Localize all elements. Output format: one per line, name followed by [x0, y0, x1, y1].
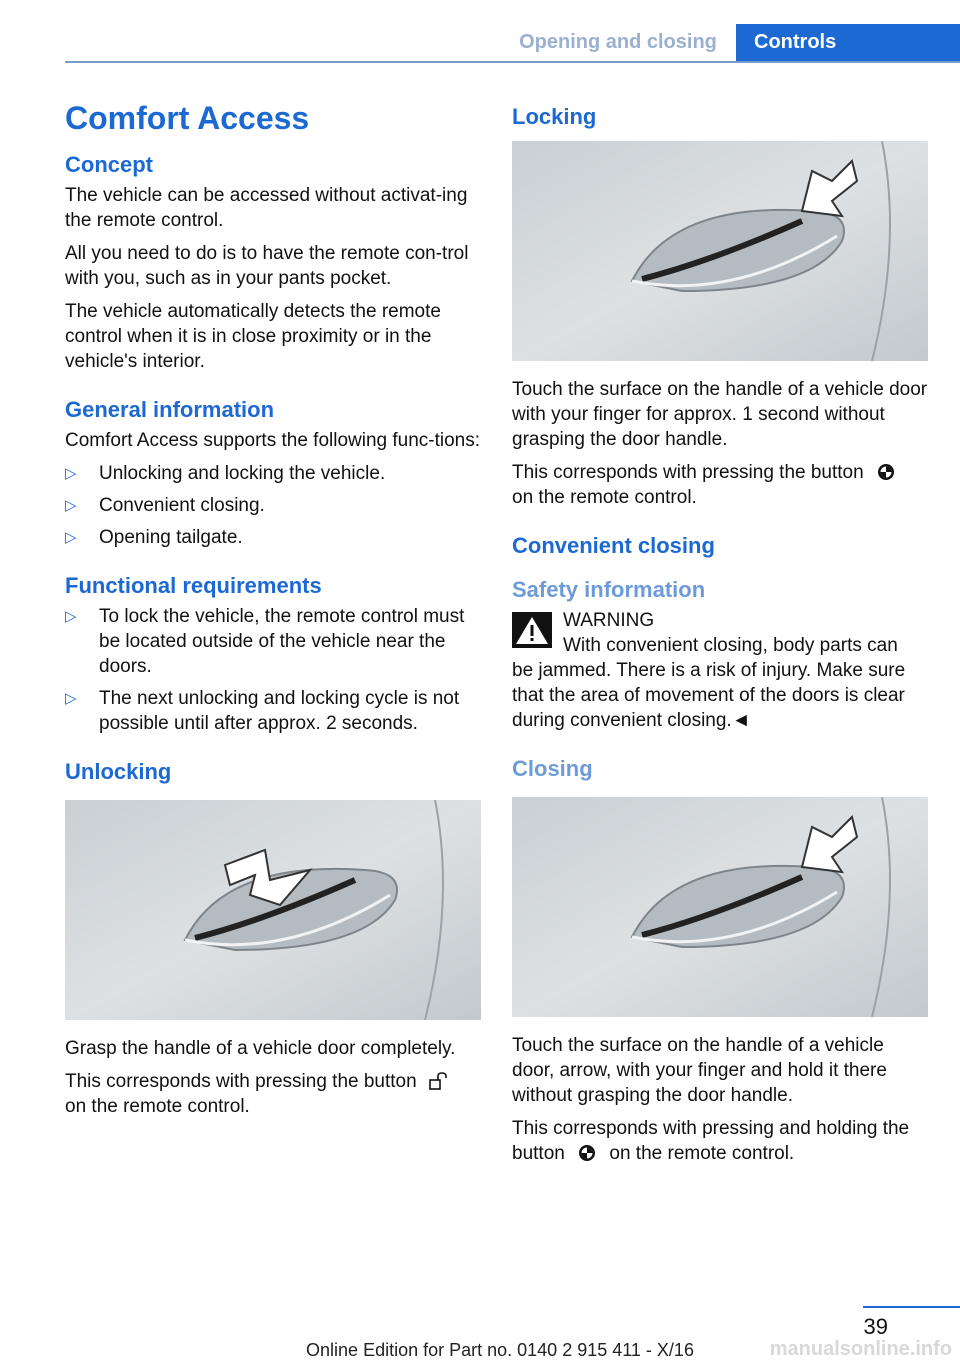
concept-paragraph-1: The vehicle can be accessed without activat‐ing the remote control. — [65, 185, 468, 231]
general-information-heading: General information — [65, 397, 275, 422]
closing-heading: Closing — [512, 756, 593, 781]
triangle-right-icon: ▷ — [65, 529, 77, 546]
watermark: manualsonline.info — [769, 1338, 952, 1360]
locking-heading: Locking — [512, 104, 597, 129]
warning-triangle-icon — [512, 612, 552, 648]
door-handle-unlocking-image — [65, 800, 481, 1020]
triangle-right-icon: ▷ — [65, 690, 77, 707]
header-section-controls: Controls — [736, 24, 960, 61]
list-item: ▷ Opening tailgate. — [65, 527, 243, 548]
warning-text-first: With convenient closing, body parts can — [563, 635, 898, 656]
page-number: 39 — [863, 1314, 888, 1339]
functional-requirements-heading: Functional requirements — [65, 573, 322, 598]
unlocking-heading: Unlocking — [65, 759, 172, 784]
bmw-logo-icon — [576, 1144, 598, 1162]
convenient-closing-heading: Convenient closing — [512, 533, 715, 558]
locking-paragraph-2: This corresponds with pressing the button on the remote control. — [512, 460, 928, 510]
page-title: Comfort Access — [65, 100, 310, 136]
unlock-icon — [428, 1072, 450, 1090]
general-functions-list — [65, 461, 481, 550]
bmw-logo-icon — [875, 463, 897, 481]
left-column — [65, 95, 481, 1127]
header-section-opening-closing: Opening and closing — [519, 31, 717, 53]
list-item: ▷ Convenient closing. — [65, 495, 265, 516]
functional-requirements-list — [65, 604, 481, 736]
list-item: ▷ To lock the vehicle, the remote control must be located outside of the vehicle near the doors. — [65, 606, 465, 677]
warning-block — [512, 608, 928, 733]
general-information-paragraph: Comfort Access supports the following func‐tions: — [65, 430, 481, 451]
list-item: ▷ Unlocking and locking the vehicle. — [65, 463, 386, 484]
concept-paragraph-3: The vehicle automatically detects the remote control when it is in close proximity or in the vehicle's interior. — [65, 301, 441, 372]
unlocking-paragraph-2: This corresponds with pressing the button on the remote control. — [65, 1069, 481, 1119]
triangle-right-icon: ▷ — [65, 497, 77, 514]
right-column — [512, 95, 928, 1174]
edition-footer: Online Edition for Part no. 0140 2 915 411 - X/16 — [306, 1340, 694, 1360]
safety-information-heading: Safety information — [512, 577, 706, 602]
warning-text-rest: be jammed. There is a risk of injury. Make sure that the area of movement of the doors is clear during convenient closing.◄ — [512, 660, 906, 731]
triangle-right-icon: ▷ — [65, 608, 77, 625]
locking-paragraph-1: Touch the surface on the handle of a vehicle door with your finger for approx. 1 second without grasping the door handle. — [512, 379, 928, 450]
door-handle-locking-image — [512, 141, 928, 361]
concept-heading: Concept — [65, 152, 153, 177]
warning-label: WARNING — [563, 610, 655, 631]
unlocking-paragraph-1: Grasp the handle of a vehicle door completely. — [65, 1038, 456, 1059]
list-item: ▷ The next unlocking and locking cycle is not possible until after approx. 2 seconds. — [65, 688, 460, 734]
header-rule — [65, 61, 960, 63]
closing-paragraph-2: This corresponds with pressing and holding the button on the remote control. — [512, 1118, 910, 1164]
triangle-right-icon: ▷ — [65, 465, 77, 482]
concept-paragraph-2: All you need to do is to have the remote con‐trol with you, such as in your pants pocket. — [65, 243, 469, 289]
footer-rule — [863, 1306, 960, 1308]
door-handle-closing-image — [512, 797, 928, 1017]
closing-paragraph-1: Touch the surface on the handle of a vehicle door, arrow, with your finger and hold it there without grasping the door handle. — [512, 1035, 887, 1106]
